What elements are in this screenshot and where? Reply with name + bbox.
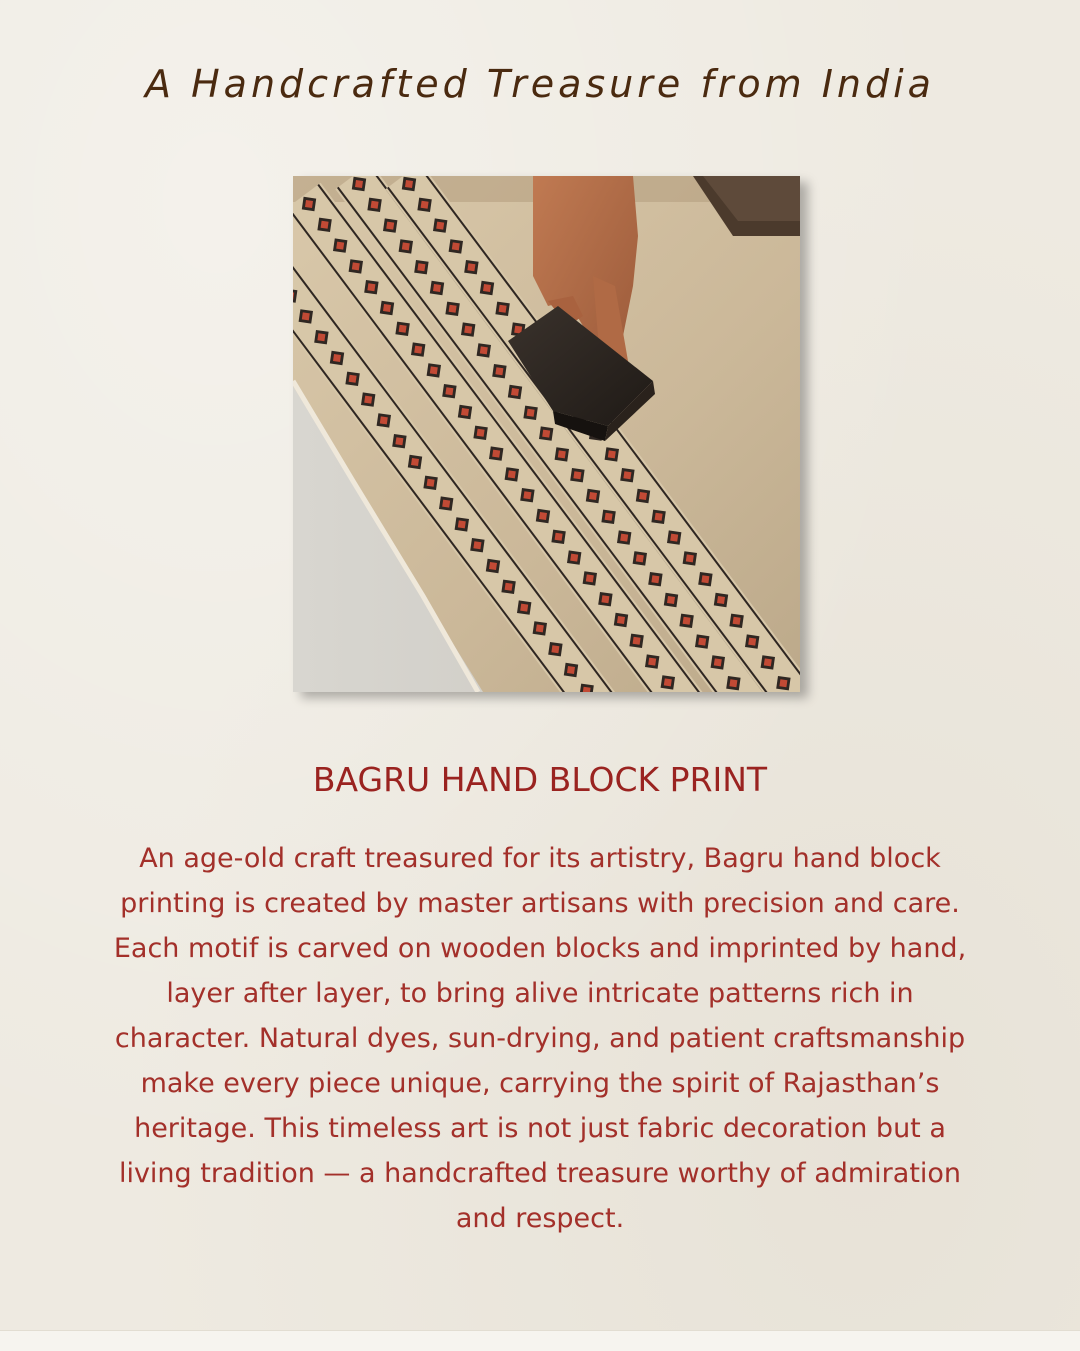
tagline: A Handcrafted Treasure from India — [145, 62, 935, 106]
block-print-photo — [293, 176, 800, 692]
section-heading: BAGRU HAND BLOCK PRINT — [312, 760, 768, 799]
description-paragraph: An age-old craft treasured for its artistry, Bagru hand block printing is created by master artisans with precision and care. Each motif is carved on wooden blocks and imprinted by hand, layer after layer, to bring alive intricate patterns rich in character. Natural dyes, sun-drying, and patient craftsmanship make every piece unique, carrying the spirit of Rajasthan’s heritage. This timeless art is not just fabric decoration but a living tradition — a handcrafted treasure worthy of admiration and respect. — [113, 843, 967, 1234]
bottom-edge — [0, 1330, 1080, 1351]
